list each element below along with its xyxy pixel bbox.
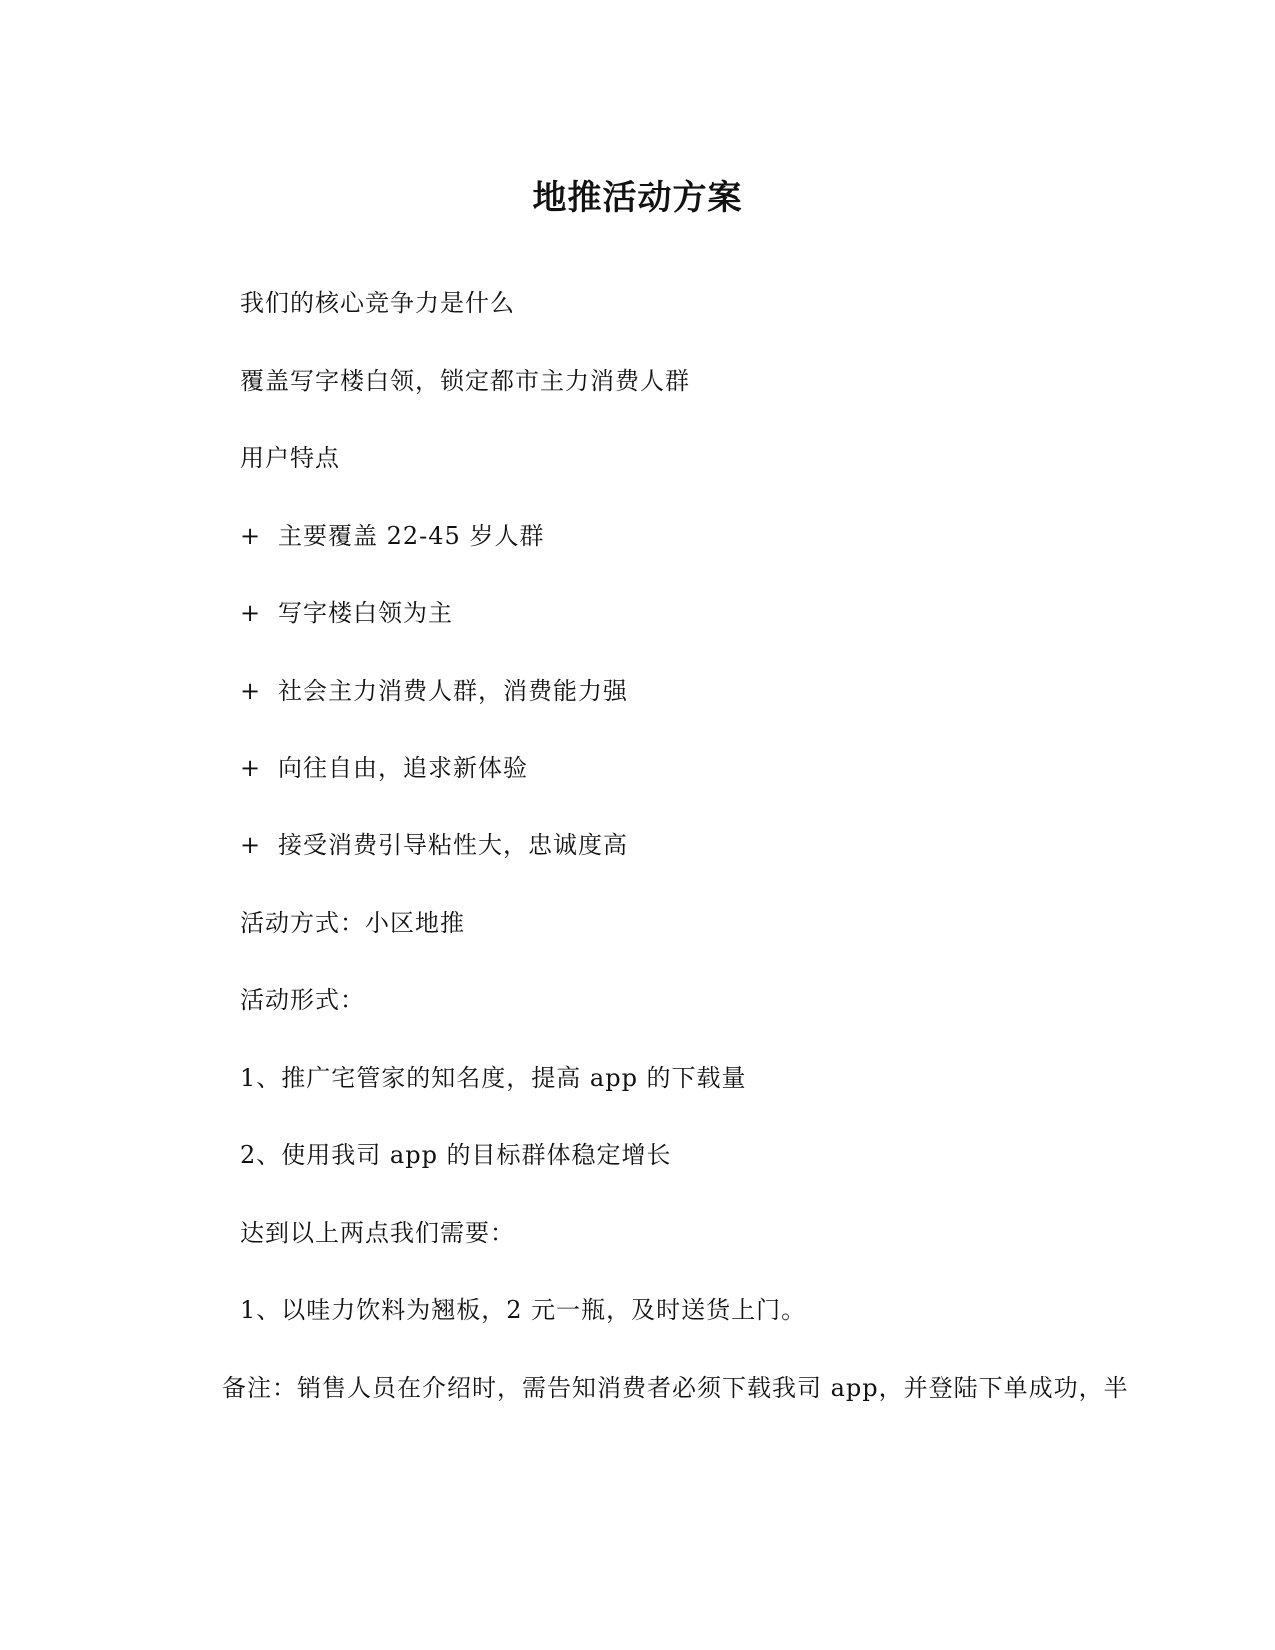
- goal-item: 1、推广宅管家的知名度，提高 app 的下载量: [240, 1064, 747, 1092]
- bullet-marker: +: [240, 599, 262, 627]
- activity-method: 活动方式：小区地推: [240, 909, 465, 937]
- bullet-marker: +: [240, 522, 262, 550]
- activity-form: 活动形式：: [240, 986, 365, 1014]
- paragraph-coverage: 覆盖写字楼白领，锁定都市主力消费人群: [240, 367, 690, 395]
- bullet-text: 社会主力消费人群，消费能力强: [278, 677, 628, 705]
- note-paragraph: 备注：销售人员在介绍时，需告知消费者必须下载我司 app，并登陆下单成功，半: [222, 1374, 1129, 1402]
- goal-item: 2、使用我司 app 的目标群体稳定增长: [240, 1141, 672, 1169]
- bullet-marker: +: [240, 677, 262, 705]
- bullet-text: 接受消费引导粘性大，忠诚度高: [278, 831, 628, 859]
- bullet-item: [240, 598, 453, 628]
- bullet-text: 向往自由，追求新体验: [278, 754, 528, 782]
- need-heading: 达到以上两点我们需要：: [240, 1219, 515, 1247]
- bullet-item: [240, 521, 544, 551]
- bullet-marker: +: [240, 831, 262, 859]
- bullet-text: 写字楼白领为主: [278, 599, 453, 627]
- bullet-text: 主要覆盖 22-45 岁人群: [278, 522, 545, 550]
- need-item: 1、以哇力饮料为翘板，2 元一瓶，及时送货上门。: [240, 1296, 807, 1324]
- document-title: 地推活动方案: [532, 178, 743, 218]
- bullet-item: [240, 830, 628, 860]
- bullet-item: [240, 753, 528, 783]
- bullet-item: [240, 676, 628, 706]
- paragraph-core-competence: 我们的核心竞争力是什么: [240, 289, 515, 317]
- bullet-marker: +: [240, 754, 262, 782]
- paragraph-user-traits: 用户特点: [240, 444, 340, 472]
